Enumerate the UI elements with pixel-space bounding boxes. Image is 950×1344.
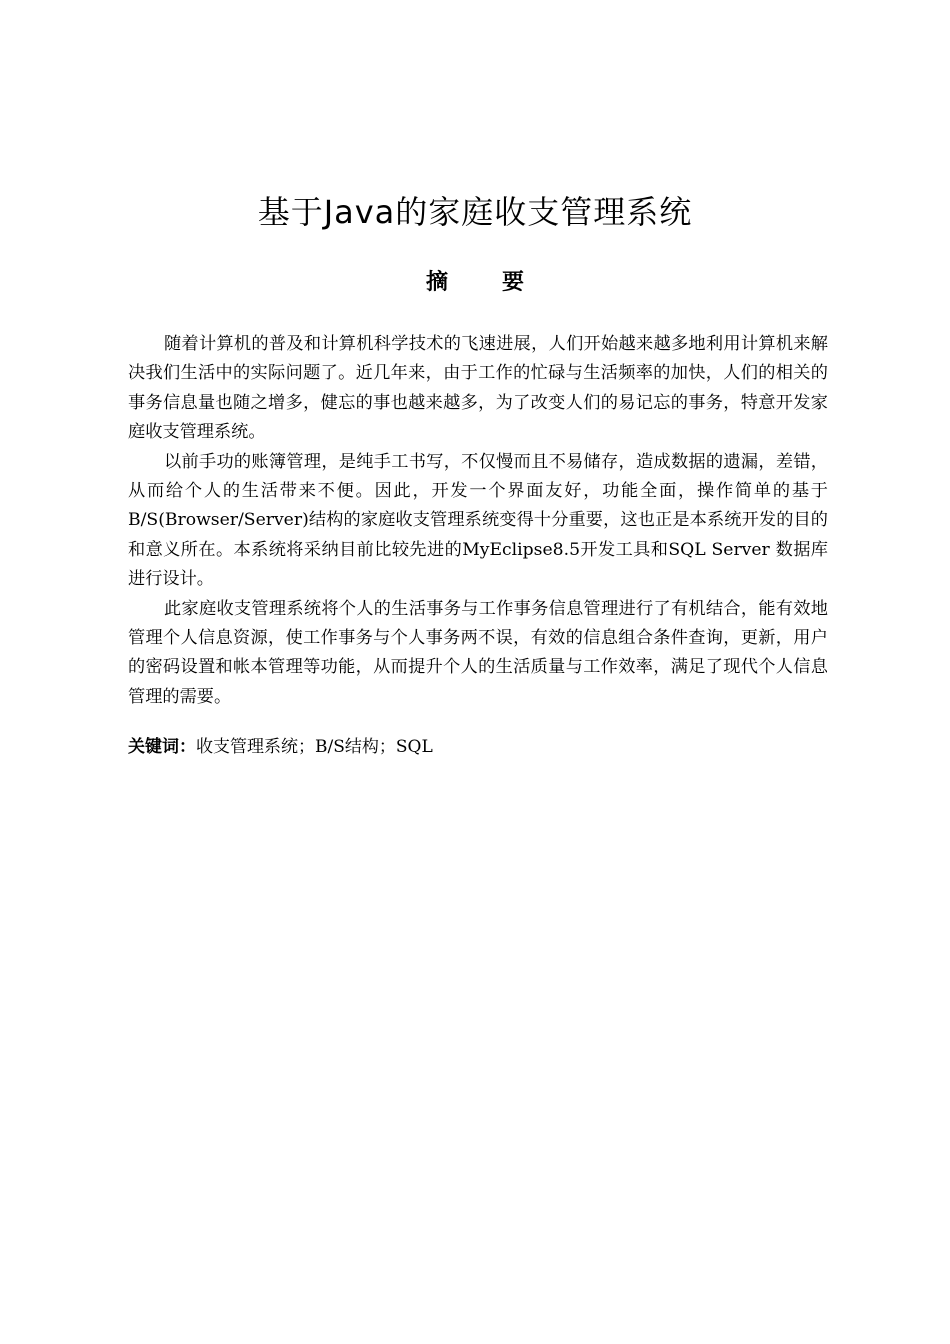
abstract-heading <box>0 266 950 300</box>
paper-title: 基于Java的家庭收支管理系统 <box>257 193 693 231</box>
abstract-heading-char-2: 要 <box>502 270 525 295</box>
abstract-body <box>128 330 828 712</box>
keywords-label: 关键词： <box>128 737 196 757</box>
abstract-paragraph-2: 以前手功的账簿管理，是纯手工书写，不仅慢而且不易储存，造成数据的遗漏，差错，从而给个人的生活带来不便。因此，开发一个界面友好，功能全面，操作简单的基于B/S(Browser/Server)结构的家庭收支管理系统变得十分重要，这也正是本系统开发的目的和意义所在。本系统将采纳目前比较先进的MyEclipse8.5开发工具和SQL Server 数据库进行设计。 <box>128 451 828 590</box>
keywords-line <box>128 733 828 761</box>
abstract-heading-char-1: 摘 <box>425 270 448 295</box>
keywords-text: 收支管理系统；B/S结构；SQL <box>196 737 433 757</box>
abstract-paragraph-1: 随着计算机的普及和计算机科学技术的飞速进展，人们开始越来越多地利用计算机来解决我们生活中的实际问题了。近几年来，由于工作的忙碌与生活频率的加快，人们的相关的事务信息量也随之增多，健忘的事也越来越多，为了改变人们的易记忘的事务，特意开发家庭收支管理系统。 <box>128 334 828 443</box>
abstract-paragraph-3: 此家庭收支管理系统将个人的生活事务与工作事务信息管理进行了有机结合，能有效地管理个人信息资源，使工作事务与个人事务两不误，有效的信息组合条件查询，更新，用户的密码设置和帐本管理等功能，从而提升个人的生活质量与工作效率，满足了现代个人信息管理的需要。 <box>128 598 828 707</box>
